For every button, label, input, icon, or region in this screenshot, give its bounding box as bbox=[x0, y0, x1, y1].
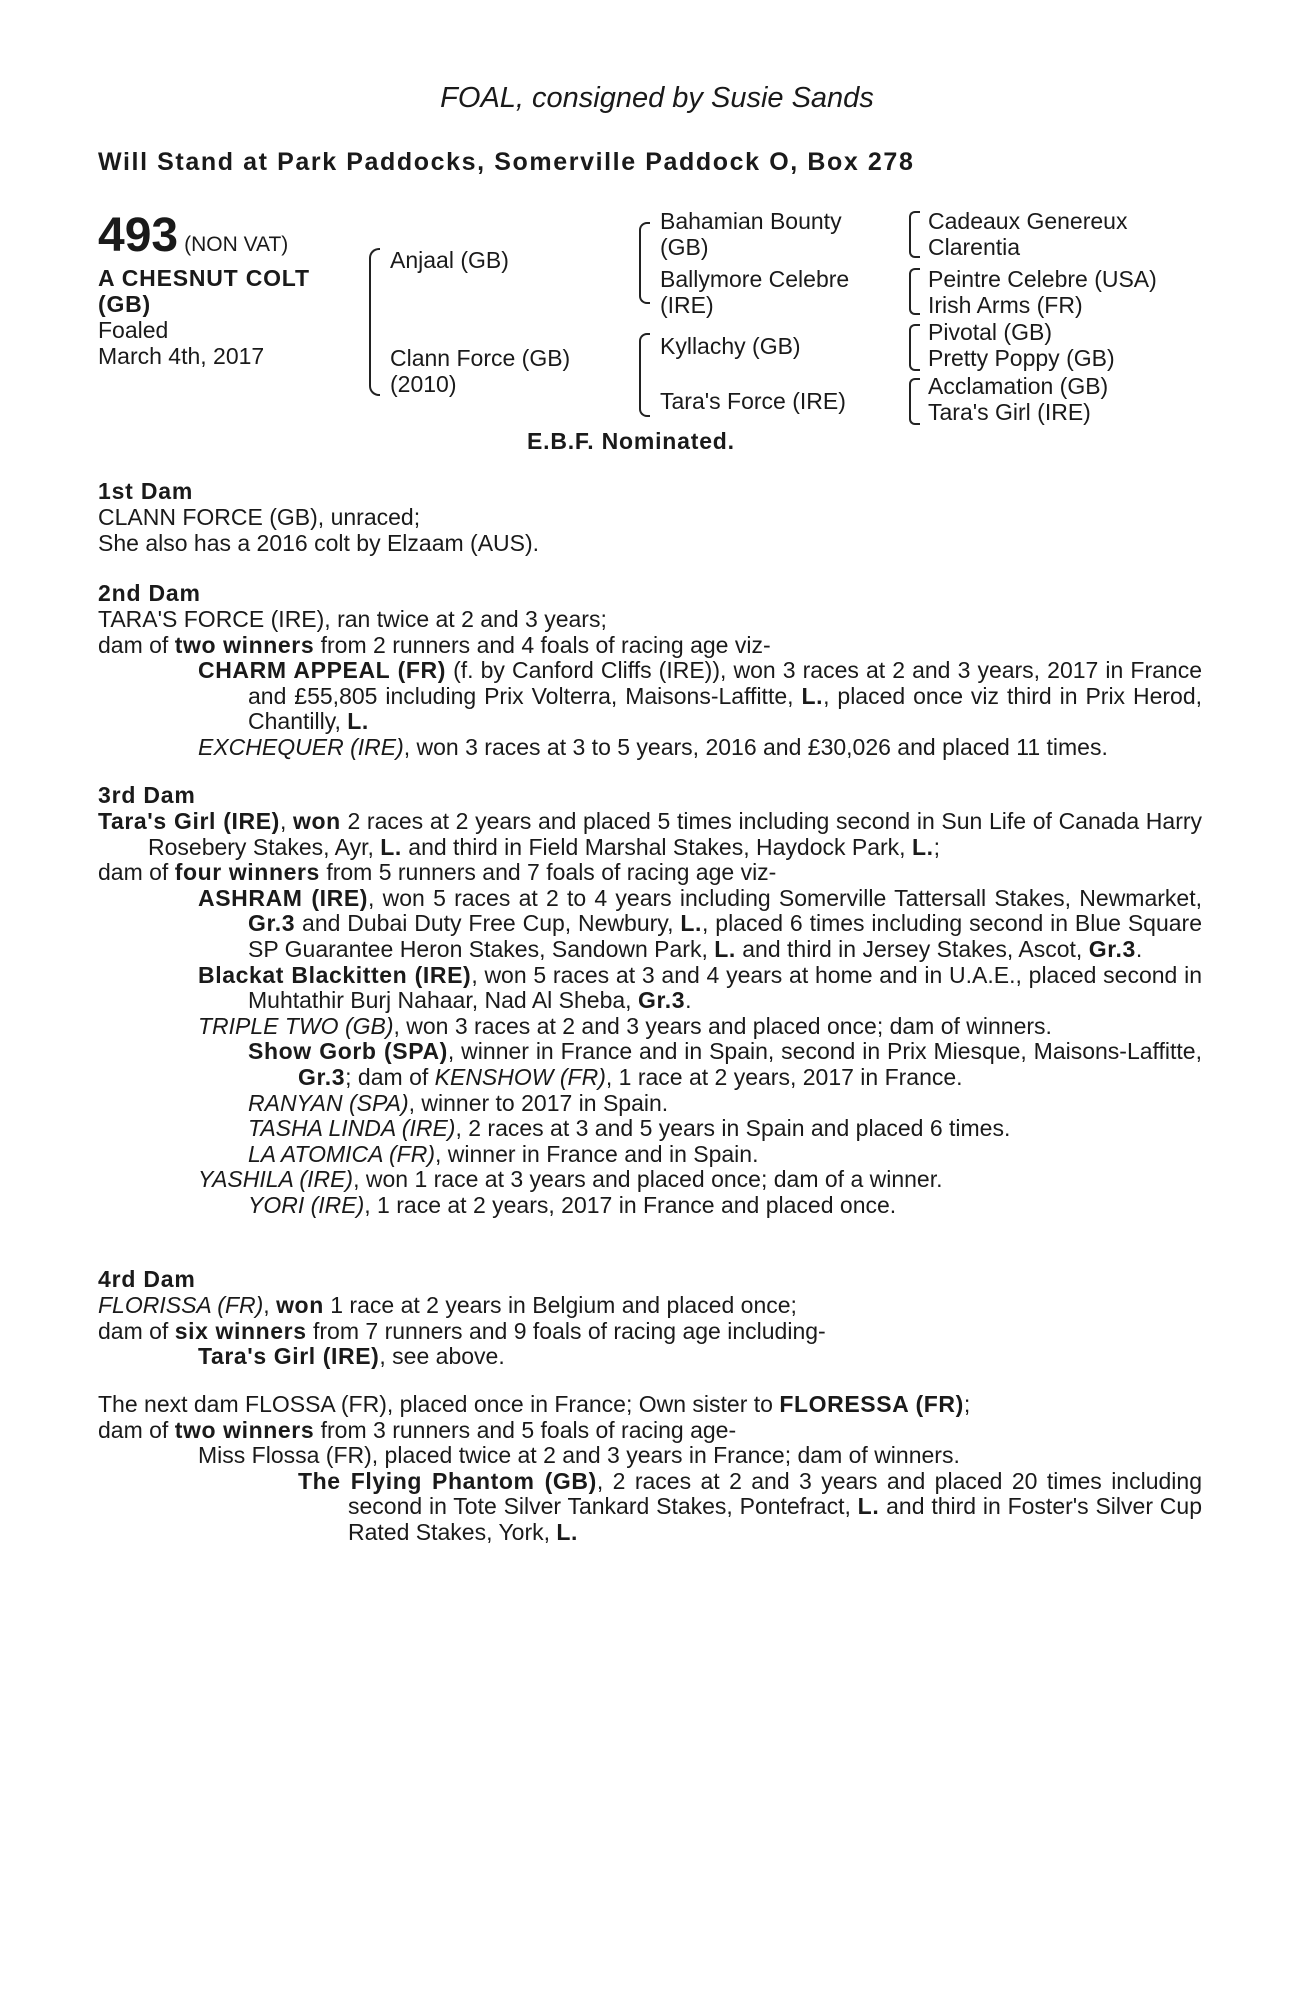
progeny-entry: YORI (IRE), 1 race at 2 years, 2017 in France and placed once. bbox=[248, 1191, 897, 1218]
lot-name: A CHESNUT COLT bbox=[98, 265, 310, 291]
dam-of-line: dam of six winners from 7 runners and 9 foals of racing age including- bbox=[98, 1317, 826, 1344]
dam-dam: Tara's Force (IRE) bbox=[660, 388, 846, 414]
sire-sire-country: (GB) bbox=[660, 234, 709, 260]
foaled-label: Foaled bbox=[98, 317, 169, 343]
section-heading: 3rd Dam bbox=[98, 782, 196, 808]
second-dam-section bbox=[98, 580, 1202, 761]
dam-sire-dam: Pretty Poppy (GB) bbox=[928, 345, 1115, 371]
dam-sire-sire: Pivotal (GB) bbox=[928, 319, 1052, 345]
consignor-line: FOAL, consigned by Susie Sands bbox=[440, 82, 874, 114]
section-heading: 1st Dam bbox=[98, 478, 194, 504]
first-dam-section bbox=[98, 478, 1202, 556]
progeny-entry: Show Gorb (SPA), winner in France and in Spain, second in Prix Miesque, Maisons-Laffitte, Gr.3; dam of KENSHOW (FR), 1 race at 2 years, 2017 in France. bbox=[248, 1038, 1202, 1090]
fourth-dam-section bbox=[98, 1266, 1202, 1370]
dam-sire: Kyllachy (GB) bbox=[660, 333, 801, 359]
dam-of-line: dam of two winners from 2 runners and 4 foals of racing age viz- bbox=[98, 631, 771, 658]
next-dam-section bbox=[98, 1392, 1202, 1546]
sire-sire-sire: Cadeaux Genereux bbox=[928, 208, 1128, 234]
lot-header bbox=[98, 208, 310, 369]
section-heading: 4rd Dam bbox=[98, 1266, 196, 1292]
lot-name-country: (GB) bbox=[98, 291, 152, 317]
sire-sire-dam: Clarentia bbox=[928, 234, 1021, 260]
pedigree-brace bbox=[639, 333, 650, 417]
section-heading: 2nd Dam bbox=[98, 580, 201, 606]
pedigree-brace bbox=[909, 268, 920, 315]
stabling-location: Will Stand at Park Paddocks, Somerville Paddock O, Box 278 bbox=[98, 148, 915, 176]
progeny-entry: Blackat Blackitten (IRE), won 5 races at 3 and 4 years at home and in U.A.E., placed second in Muhtathir Burj Nahaar, Nad Al Sheba, Gr.3. bbox=[198, 961, 1202, 1014]
pedigree-brace bbox=[909, 378, 920, 425]
ebf-nominated: E.B.F. Nominated. bbox=[527, 428, 735, 454]
sire-sire: Bahamian Bounty bbox=[660, 208, 842, 234]
dam-entry: Tara's Girl (IRE), won 2 races at 2 years and placed 5 times including second in Sun Life of Canada Harry Rosebery Stakes, Ayr, L. and third in Field Marshal Stakes, Haydock Park, L.; bbox=[98, 808, 1203, 860]
dam-text: TARA'S FORCE (IRE), ran twice at 2 and 3 years; bbox=[98, 606, 607, 632]
pedigree-brace bbox=[909, 211, 920, 258]
progeny-entry: Tara's Girl (IRE), see above. bbox=[198, 1343, 505, 1370]
progeny-entry: CHARM APPEAL (FR) (f. by Canford Cliffs (IRE)), won 3 races at 2 and 3 years, 2017 in France and £55,805 including Prix Volterra, Maisons-Laffitte, L., placed once viz third in Prix Herod, Chantilly, L. bbox=[198, 657, 1203, 735]
progeny-entry: LA ATOMICA (FR), winner in France and in Spain. bbox=[248, 1140, 759, 1167]
sire-dam-sire: Peintre Celebre (USA) bbox=[928, 266, 1157, 292]
lot-number: 493 bbox=[98, 209, 179, 262]
dam-dam-dam: Tara's Girl (IRE) bbox=[928, 399, 1091, 425]
dam: Clann Force (GB) bbox=[390, 345, 571, 371]
sire: Anjaal (GB) bbox=[390, 247, 509, 273]
progeny-entry: TRIPLE TWO (GB), won 3 races at 2 and 3 years and placed once; dam of winners. bbox=[198, 1012, 1052, 1039]
sire-dam-country: (IRE) bbox=[660, 292, 714, 318]
pedigree-brace bbox=[909, 324, 920, 371]
progeny-entry: ASHRAM (IRE), won 5 races at 2 to 4 years including Somerville Tattersall Stakes, Newmarket, Gr.3 and Dubai Duty Free Cup, Newbury, L., placed 6 times including second in Blue Square SP Guarantee Heron Stakes, Sandown Park, L. and third in Jersey Stakes, Ascot, Gr.3. bbox=[198, 884, 1202, 962]
progeny-entry: RANYAN (SPA), winner to 2017 in Spain. bbox=[248, 1089, 669, 1116]
foaled-date: March 4th, 2017 bbox=[98, 343, 265, 369]
dam-of-line: dam of four winners from 5 runners and 7 foals of racing age viz- bbox=[98, 859, 777, 886]
dam-text: CLANN FORCE (GB), unraced; bbox=[98, 504, 421, 530]
progeny-entry: Miss Flossa (FR), placed twice at 2 and 3 years in France; dam of winners. bbox=[198, 1442, 960, 1469]
dam-entry: FLORISSA (FR), won 1 race at 2 years in Belgium and placed once; bbox=[98, 1292, 797, 1318]
pedigree-brace bbox=[369, 248, 380, 396]
progeny-entry: The Flying Phantom (GB), 2 races at 2 and 3 years and placed 20 times including second in Tote Silver Tankard Stakes, Pontefract, L. and third in Foster's Silver Cup Rated Stakes, York, L. bbox=[298, 1467, 1202, 1545]
dam-year: (2010) bbox=[390, 371, 457, 397]
vat-status: (NON VAT) bbox=[184, 233, 289, 256]
third-dam-section bbox=[98, 782, 1202, 1219]
progeny-entry: YASHILA (IRE), won 1 race at 3 years and placed once; dam of a winner. bbox=[198, 1166, 943, 1193]
sire-dam: Ballymore Celebre bbox=[660, 266, 850, 292]
dam-entry: The next dam FLOSSA (FR), placed once in France; Own sister to FLORESSA (FR); bbox=[98, 1391, 971, 1417]
dam-dam-sire: Acclamation (GB) bbox=[928, 373, 1109, 399]
pedigree-brace bbox=[639, 222, 650, 304]
dam-of-line: dam of two winners from 3 runners and 5 foals of racing age- bbox=[98, 1416, 737, 1443]
dam-text: She also has a 2016 colt by Elzaam (AUS). bbox=[98, 529, 540, 556]
sire-dam-dam: Irish Arms (FR) bbox=[928, 292, 1083, 318]
progeny-entry: EXCHEQUER (IRE), won 3 races at 3 to 5 years, 2016 and £30,026 and placed 11 times. bbox=[198, 733, 1108, 760]
progeny-entry: TASHA LINDA (IRE), 2 races at 3 and 5 years in Spain and placed 6 times. bbox=[248, 1115, 1011, 1142]
